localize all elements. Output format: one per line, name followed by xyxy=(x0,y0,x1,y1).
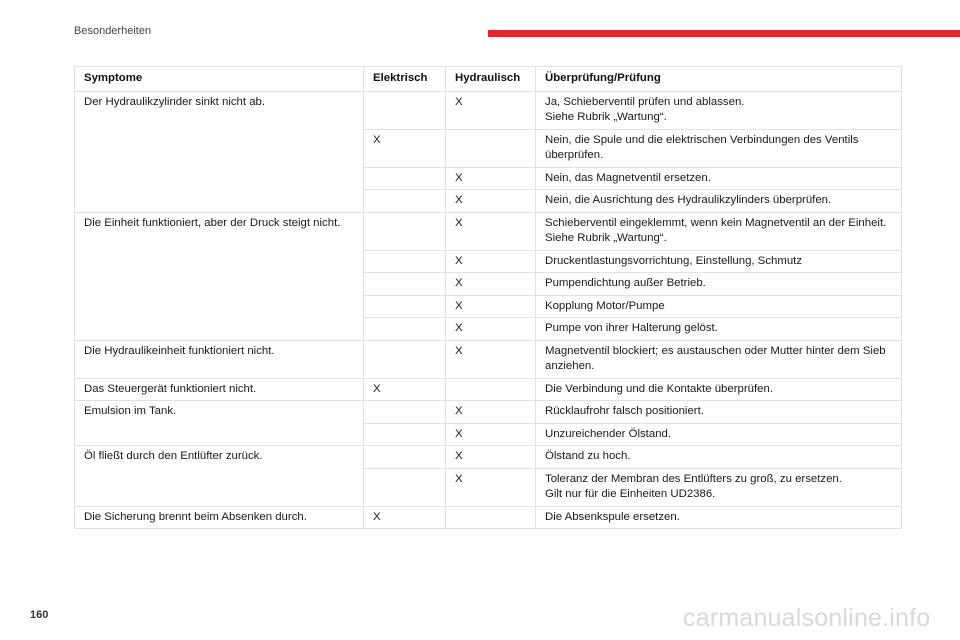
check-cell: Nein, die Spule und die elektrischen Verbindungen des Ventils überprüfen. xyxy=(536,129,902,167)
elektrisch-cell: X xyxy=(364,129,446,167)
symptom-cell: Das Steuergerät funktioniert nicht. xyxy=(75,378,364,401)
hydraulisch-cell: X xyxy=(446,446,536,469)
elektrisch-cell xyxy=(364,468,446,506)
hydraulisch-cell: X xyxy=(446,468,536,506)
elektrisch-cell xyxy=(364,167,446,190)
elektrisch-cell xyxy=(364,340,446,378)
elektrisch-cell xyxy=(364,401,446,424)
header-accent-bar xyxy=(488,30,960,37)
check-cell: Nein, das Magnetventil ersetzen. xyxy=(536,167,902,190)
elektrisch-cell xyxy=(364,250,446,273)
symptom-cell: Emulsion im Tank. xyxy=(75,401,364,446)
hydraulisch-cell: X xyxy=(446,318,536,341)
table-row xyxy=(75,446,902,469)
elektrisch-cell xyxy=(364,295,446,318)
check-cell: Druckentlastungsvorrichtung, Einstellung, Schmutz xyxy=(536,250,902,273)
hydraulisch-cell: X xyxy=(446,423,536,446)
check-cell: Kopplung Motor/Pumpe xyxy=(536,295,902,318)
table-row xyxy=(75,401,902,424)
check-cell: Die Verbindung und die Kontakte überprüfen. xyxy=(536,378,902,401)
page-number: 160 xyxy=(30,609,49,621)
check-cell: Magnetventil blockiert; es austauschen oder Mutter hinter dem Sieb anziehen. xyxy=(536,340,902,378)
check-cell: Die Absenkspule ersetzen. xyxy=(536,506,902,529)
header-hydraulisch: Hydraulisch xyxy=(446,67,536,92)
check-cell: Ja, Schieberventil prüfen und ablassen. Siehe Rubrik „Wartung“. xyxy=(536,91,902,129)
hydraulisch-cell: X xyxy=(446,401,536,424)
hydraulisch-cell: X xyxy=(446,167,536,190)
table-body xyxy=(75,91,902,529)
elektrisch-cell xyxy=(364,273,446,296)
check-cell: Rücklaufrohr falsch positioniert. xyxy=(536,401,902,424)
troubleshooting-table-container xyxy=(74,66,901,529)
header-symptome: Symptome xyxy=(75,67,364,92)
check-cell: Pumpe von ihrer Halterung gelöst. xyxy=(536,318,902,341)
table-row xyxy=(75,506,902,529)
hydraulisch-cell: X xyxy=(446,273,536,296)
hydraulisch-cell xyxy=(446,506,536,529)
table-row xyxy=(75,340,902,378)
check-cell: Schieberventil eingeklemmt, wenn kein Magnetventil an der Einheit. Siehe Rubrik „Wartung“. xyxy=(536,212,902,250)
symptom-cell: Die Hydraulikeinheit funktioniert nicht. xyxy=(75,340,364,378)
hydraulisch-cell: X xyxy=(446,340,536,378)
hydraulisch-cell: X xyxy=(446,91,536,129)
symptom-cell: Öl fließt durch den Entlüfter zurück. xyxy=(75,446,364,507)
hydraulisch-cell xyxy=(446,129,536,167)
check-cell: Pumpendichtung außer Betrieb. xyxy=(536,273,902,296)
hydraulisch-cell: X xyxy=(446,190,536,213)
hydraulisch-cell: X xyxy=(446,212,536,250)
section-title: Besonderheiten xyxy=(74,25,152,37)
hydraulisch-cell: X xyxy=(446,250,536,273)
troubleshooting-table xyxy=(74,66,902,529)
elektrisch-cell xyxy=(364,91,446,129)
table-row xyxy=(75,91,902,129)
elektrisch-cell: X xyxy=(364,506,446,529)
hydraulisch-cell xyxy=(446,378,536,401)
watermark: carmanualsonline.info xyxy=(683,604,931,632)
check-cell: Toleranz der Membran des Entlüfters zu groß, zu ersetzen. Gilt nur für die Einheiten UD2386. xyxy=(536,468,902,506)
table-row xyxy=(75,378,902,401)
symptom-cell: Die Sicherung brennt beim Absenken durch. xyxy=(75,506,364,529)
table-row xyxy=(75,212,902,250)
check-cell: Nein, die Ausrichtung des Hydraulikzylinders überprüfen. xyxy=(536,190,902,213)
elektrisch-cell xyxy=(364,190,446,213)
table-header-row xyxy=(75,67,902,92)
hydraulisch-cell: X xyxy=(446,295,536,318)
header-elektrisch: Elektrisch xyxy=(364,67,446,92)
check-cell: Unzureichender Ölstand. xyxy=(536,423,902,446)
elektrisch-cell: X xyxy=(364,378,446,401)
elektrisch-cell xyxy=(364,423,446,446)
elektrisch-cell xyxy=(364,212,446,250)
elektrisch-cell xyxy=(364,446,446,469)
symptom-cell: Die Einheit funktioniert, aber der Druck steigt nicht. xyxy=(75,212,364,340)
elektrisch-cell xyxy=(364,318,446,341)
header-pruefung: Überprüfung/Prüfung xyxy=(536,67,902,92)
check-cell: Ölstand zu hoch. xyxy=(536,446,902,469)
symptom-cell: Der Hydraulikzylinder sinkt nicht ab. xyxy=(75,91,364,212)
